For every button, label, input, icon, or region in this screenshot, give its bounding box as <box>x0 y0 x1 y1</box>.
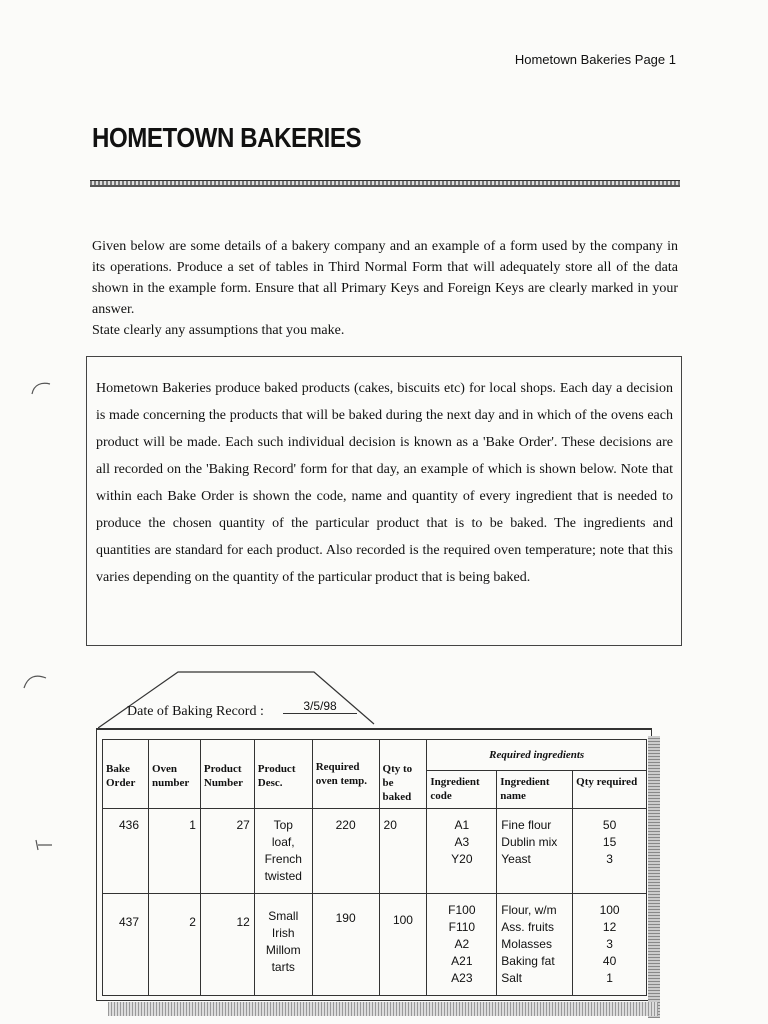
name-line: Fine flour <box>501 818 552 832</box>
code-line: A23 <box>451 971 473 985</box>
desc-line: Millom <box>265 943 301 957</box>
bake-order-cell: 436 <box>103 809 149 894</box>
table-row <box>103 809 647 894</box>
intro-paragraph: Given below are some details of a bakery company and an example of a form used by the company in its operations. Produce a set of tables in Third Normal Form that will adequately store all of the data shown in the example form. Ensure that all Primary Keys and Foreign Keys are clearly marked in your answer. <box>92 239 678 317</box>
name-line: Yeast <box>501 852 531 866</box>
desc-line: loaf, <box>271 835 295 849</box>
oven-cell: 2 <box>148 894 200 996</box>
qty-line: 3 <box>606 852 613 866</box>
code-line: F110 <box>448 920 476 934</box>
code-line: A3 <box>454 835 470 849</box>
margin-mark <box>22 670 48 690</box>
ingredient-code-cell <box>427 894 497 996</box>
qty-line: 1 <box>606 971 613 985</box>
header-required-ingredients: Required ingredients <box>427 740 647 771</box>
qty-required-cell <box>573 809 647 894</box>
bake-order-cell: 437 <box>103 894 149 996</box>
code-line: A1 <box>454 818 470 832</box>
product-number-cell: 12 <box>200 894 254 996</box>
header-qty-baked: Qty to be baked <box>379 740 427 809</box>
baking-record-table <box>102 739 647 996</box>
temp-cell: 220 <box>312 809 379 894</box>
qty-cell: 100 <box>379 894 427 996</box>
header-oven-number: Oven number <box>148 740 200 809</box>
date-value: 3/5/98 <box>283 699 357 714</box>
description-box <box>86 356 682 646</box>
product-desc-cell <box>254 809 312 894</box>
document-title: HOMETOWN BAKERIES <box>92 122 362 153</box>
name-line: Molasses <box>501 937 552 951</box>
date-label: Date of Baking Record : <box>127 704 264 719</box>
product-desc-cell <box>254 894 312 996</box>
desc-line: tarts <box>271 960 295 974</box>
title-rule <box>90 180 680 187</box>
header-product-number: Product Number <box>200 740 254 809</box>
desc-line: Top <box>273 818 293 832</box>
desc-line: twisted <box>264 869 302 883</box>
code-line: Y20 <box>451 852 473 866</box>
name-line: Ass. fruits <box>501 920 554 934</box>
code-line: F100 <box>448 903 476 917</box>
code-line: A21 <box>451 954 473 968</box>
qty-line: 3 <box>606 937 613 951</box>
ingredient-name-cell <box>497 894 573 996</box>
qty-line: 100 <box>599 903 620 917</box>
scan-edge-bottom <box>108 1002 658 1016</box>
header-bake-order: Bake Order <box>103 740 149 809</box>
margin-mark <box>30 380 52 396</box>
header-required-temp: Required oven temp. <box>312 740 379 809</box>
code-line: A2 <box>454 937 470 951</box>
desc-line: Irish <box>271 926 295 940</box>
temp-cell: 190 <box>312 894 379 996</box>
name-line: Salt <box>501 971 522 985</box>
name-line: Dublin mix <box>501 835 558 849</box>
qty-required-cell <box>573 894 647 996</box>
name-line: Baking fat <box>501 954 555 968</box>
qty-cell: 20 <box>379 809 427 894</box>
desc-line: French <box>264 852 302 866</box>
intro-section <box>92 236 678 341</box>
oven-cell: 1 <box>148 809 200 894</box>
desc-line: Small <box>268 909 299 923</box>
page-header: Hometown Bakeries Page 1 <box>514 52 676 67</box>
qty-line: 12 <box>602 920 617 934</box>
qty-line: 15 <box>602 835 617 849</box>
scan-edge-right <box>648 736 660 1018</box>
margin-mark <box>34 838 54 852</box>
table-row <box>103 894 647 996</box>
header-qty-required: Qty required <box>573 771 647 809</box>
name-line: Flour, w/m <box>501 903 557 917</box>
product-number-cell: 27 <box>200 809 254 894</box>
qty-line: 50 <box>602 818 617 832</box>
header-product-desc: Product Desc. <box>254 740 312 809</box>
assumptions-line: State clearly any assumptions that you make. <box>92 323 345 338</box>
ingredient-name-cell <box>497 809 573 894</box>
header-ingredient-code: Ingredient code <box>427 771 497 809</box>
qty-line: 40 <box>602 954 617 968</box>
description-text: Hometown Bakeries produce baked products (cakes, biscuits etc) for local shops. Each day a decision is made concerning the products that will be baked during the next day and in which of the ovens each product will be made. Each such individual decision is known as a 'Bake Order'. These decisions are all recorded on the 'Baking Record' form for that day, an example of which is shown below. Note that within each Bake Order is shown the code, name and quantity of every ingredient that is needed to produce the chosen quantity of the particular product that is to be baked. The ingredients and quantities are standard for each product. Also recorded is the required oven temperature; note that this varies depending on the quantity of the particular product that is being baked. <box>96 381 673 585</box>
header-ingredient-name: Ingredient name <box>497 771 573 809</box>
ingredient-code-cell <box>427 809 497 894</box>
